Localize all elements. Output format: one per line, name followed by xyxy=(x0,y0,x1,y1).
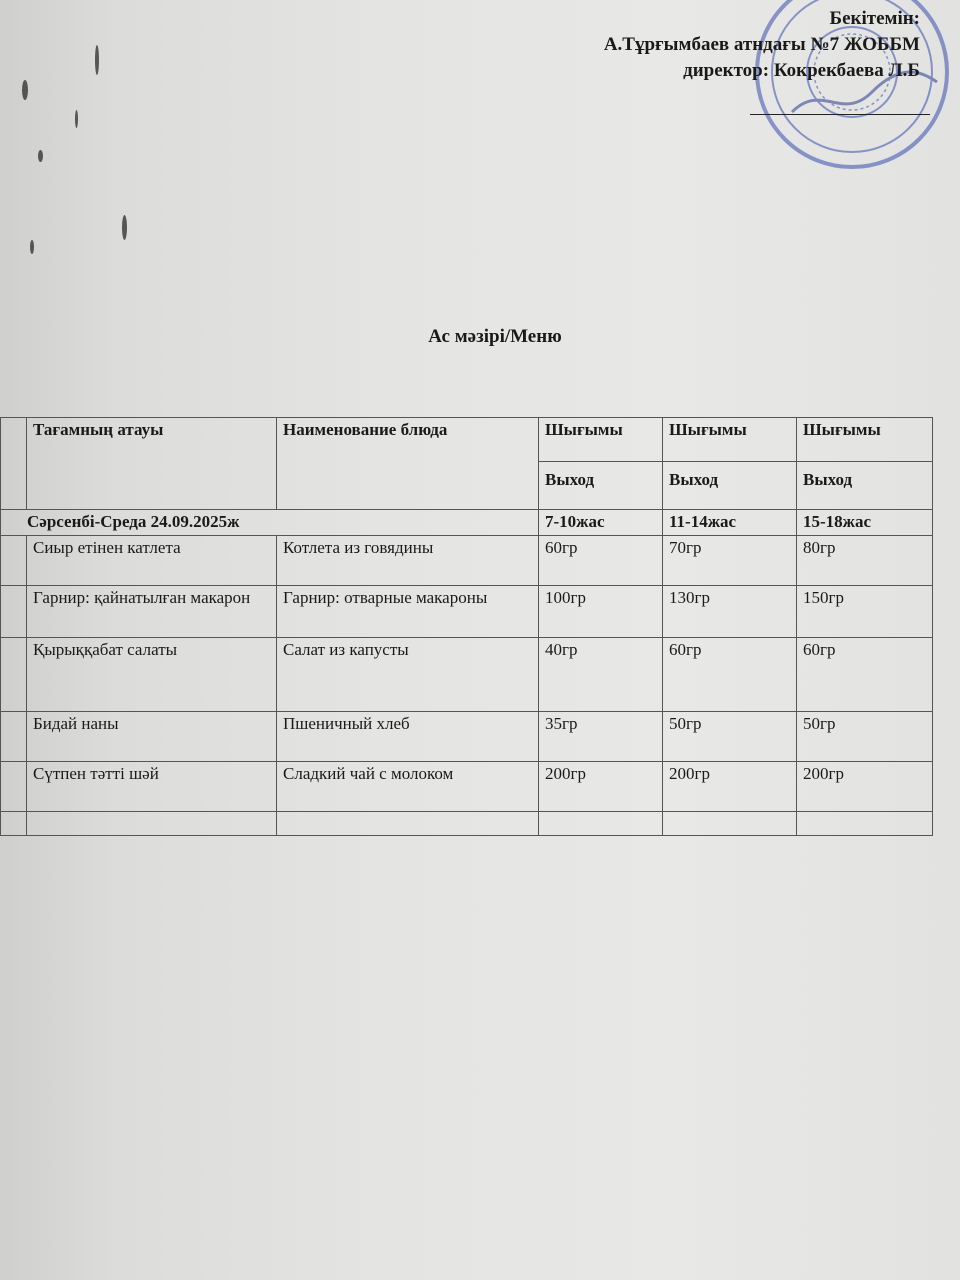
table-row xyxy=(1,762,933,812)
portion-15-18: 50гр xyxy=(797,712,933,762)
empty-cell xyxy=(1,638,27,712)
portion-11-14: 200гр xyxy=(663,762,797,812)
empty-cell xyxy=(1,712,27,762)
ink-stain xyxy=(30,240,34,254)
portion-7-10: 40гр xyxy=(539,638,663,712)
empty-row xyxy=(1,812,933,836)
empty-cell xyxy=(539,812,663,836)
header-yield-ru: Выход xyxy=(663,462,797,510)
header-row xyxy=(1,418,933,462)
portion-15-18: 200гр xyxy=(797,762,933,812)
dish-ru: Пшеничный хлеб xyxy=(277,712,539,762)
empty-cell xyxy=(663,812,797,836)
day-row xyxy=(1,510,933,536)
ink-stain xyxy=(75,110,78,128)
portion-11-14: 70гр xyxy=(663,536,797,586)
age-group: 11-14жас xyxy=(663,510,797,536)
portion-11-14: 60гр xyxy=(663,638,797,712)
empty-cell xyxy=(1,418,27,510)
header-yield-kz: Шығымы xyxy=(539,418,663,462)
header-ru-name: Наименование блюда xyxy=(277,418,539,510)
age-group: 7-10жас xyxy=(539,510,663,536)
menu-table xyxy=(0,417,933,836)
portion-11-14: 50гр xyxy=(663,712,797,762)
empty-cell xyxy=(1,536,27,586)
approval-label: Бекітемін: xyxy=(829,8,920,29)
school-name: А.Тұрғымбаев атндағы №7 ЖОББМ xyxy=(603,34,920,55)
page-title: Ас мәзірі/Меню xyxy=(428,326,562,347)
empty-cell xyxy=(1,586,27,638)
portion-7-10: 100гр xyxy=(539,586,663,638)
empty-cell xyxy=(27,812,277,836)
header-yield-kz: Шығымы xyxy=(797,418,933,462)
empty-cell xyxy=(277,812,539,836)
empty-cell xyxy=(1,812,27,836)
portion-15-18: 150гр xyxy=(797,586,933,638)
ink-stain xyxy=(122,215,127,240)
header-yield-ru: Выход xyxy=(797,462,933,510)
dish-kz: Сиыр етінен катлета xyxy=(27,536,277,586)
portion-7-10: 60гр xyxy=(539,536,663,586)
table-row xyxy=(1,712,933,762)
empty-cell xyxy=(1,762,27,812)
portion-15-18: 80гр xyxy=(797,536,933,586)
dish-ru: Котлета из говядины xyxy=(277,536,539,586)
dish-kz: Гарнир: қайнатылған макарон xyxy=(27,586,277,638)
signature-line xyxy=(750,114,930,115)
dish-ru: Сладкий чай с молоком xyxy=(277,762,539,812)
portion-11-14: 130гр xyxy=(663,586,797,638)
empty-cell xyxy=(797,812,933,836)
portion-15-18: 60гр xyxy=(797,638,933,712)
ink-stain xyxy=(22,80,28,100)
dish-kz: Бидай наны xyxy=(27,712,277,762)
portion-7-10: 200гр xyxy=(539,762,663,812)
header-yield-ru: Выход xyxy=(539,462,663,510)
table-row xyxy=(1,536,933,586)
ink-stain xyxy=(38,150,43,162)
portion-7-10: 35гр xyxy=(539,712,663,762)
day-label: Сәрсенбі-Среда 24.09.2025ж xyxy=(1,510,539,536)
dish-kz: Қырыққабат салаты xyxy=(27,638,277,712)
dish-kz: Сүтпен тәтті шәй xyxy=(27,762,277,812)
dish-ru: Гарнир: отварные макароны xyxy=(277,586,539,638)
header-kz-name: Тағамның атауы xyxy=(27,418,277,510)
table-row xyxy=(1,586,933,638)
director-name: директор: Кокрекбаева Л.Б xyxy=(683,60,920,81)
age-group: 15-18жас xyxy=(797,510,933,536)
header-yield-kz: Шығымы xyxy=(663,418,797,462)
approval-block xyxy=(604,6,920,84)
ink-stain xyxy=(95,45,99,75)
dish-ru: Салат из капусты xyxy=(277,638,539,712)
table-row xyxy=(1,638,933,712)
